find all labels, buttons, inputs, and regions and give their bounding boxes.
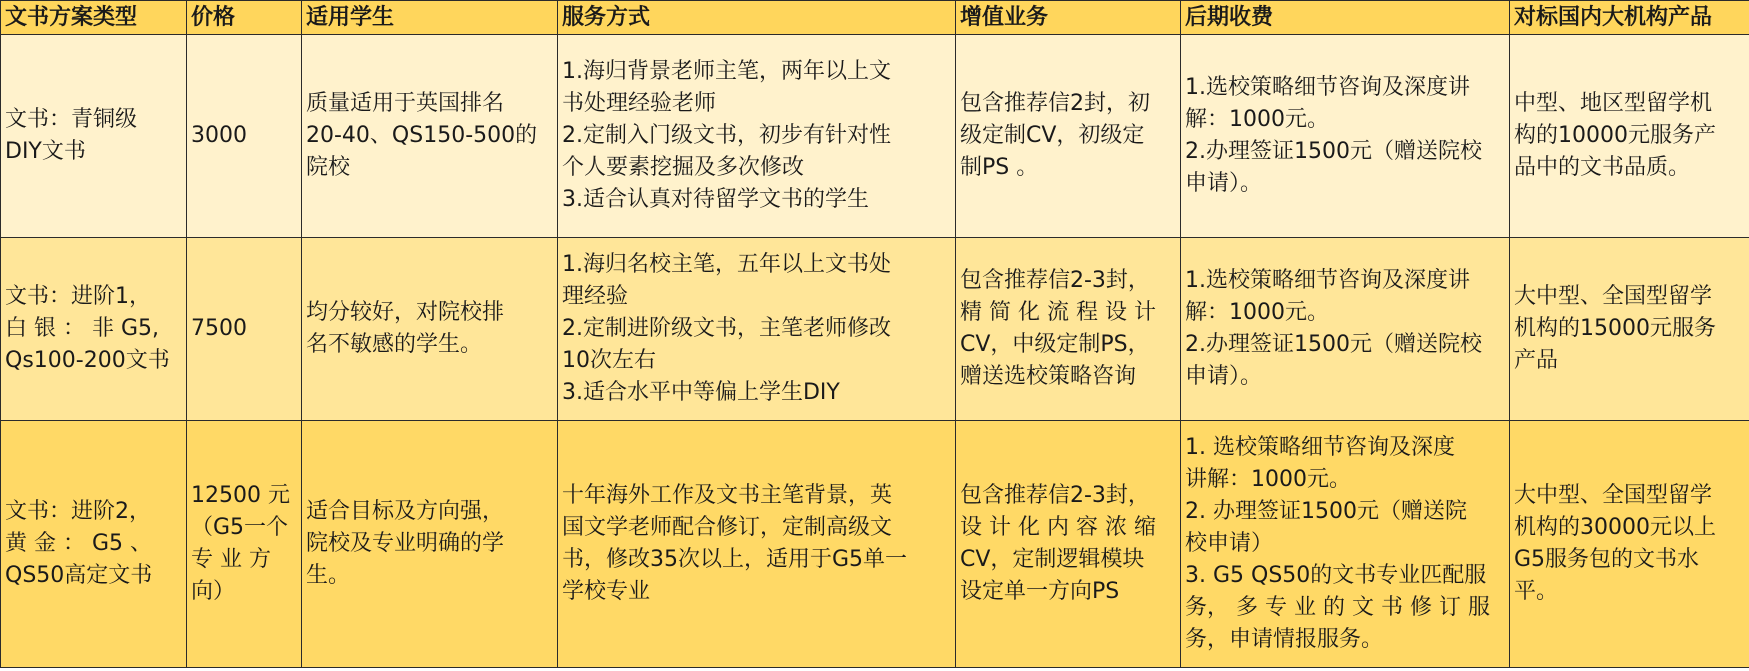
cell-plan-type — [1, 421, 187, 668]
cell-value-added-line: 赠送选校策略咨询 — [960, 364, 1137, 389]
cell-later-fees-line: 申请）。 — [1185, 171, 1263, 196]
cell-target-students-line: 院校及专业明确的学 — [306, 531, 505, 556]
cell-value-added-line: 包含推荐信2-3封， — [960, 483, 1150, 508]
cell-benchmark-line: 机构的15000元服务 — [1514, 316, 1716, 341]
header-target-students: 适用学生 — [302, 1, 558, 35]
header-plan-type: 文书方案类型 — [1, 1, 187, 35]
cell-later-fees-line: 1.选校策略细节咨询及深度讲 — [1185, 75, 1470, 100]
cell-service-method-line: 1.海归名校主笔，五年以上文书处 — [562, 252, 891, 277]
cell-benchmark — [1510, 421, 1749, 668]
cell-value-added — [956, 421, 1181, 668]
cell-later-fees — [1181, 421, 1510, 668]
cell-later-fees-line: 2. 办理签证1500元（赠送院 — [1185, 499, 1467, 524]
cell-value-added-line: 制PS 。 — [960, 155, 1039, 180]
cell-price-line: 向） — [191, 579, 236, 604]
cell-value-added-line: CV，定制逻辑模块 — [960, 547, 1145, 572]
cell-price-line: 12500 元 — [191, 483, 290, 508]
cell-target-students-line: 生。 — [306, 563, 351, 588]
header-row — [1, 1, 1749, 35]
cell-plan-type-line: DIY文书 — [5, 139, 86, 164]
cell-service-method-line: 书，修改35次以上，适用于G5单一 — [562, 547, 908, 572]
cell-plan-type — [1, 35, 187, 238]
cell-plan-type-line: QS50高定文书 — [5, 563, 153, 588]
cell-value-added-line: 包含推荐信2-3封， — [960, 268, 1150, 293]
cell-target-students — [302, 35, 558, 238]
cell-plan-type-line: 黄 金 ： G5 、 — [5, 531, 153, 556]
cell-service-method-line: 国文学老师配合修订，定制高级文 — [562, 515, 893, 540]
cell-service-method-line: 10次左右 — [562, 348, 656, 373]
cell-later-fees-line: 解：1000元。 — [1185, 107, 1329, 132]
cell-price — [187, 35, 302, 238]
cell-benchmark — [1510, 238, 1749, 421]
cell-later-fees-line: 3. G5 QS50的文书专业匹配服 — [1185, 563, 1487, 588]
cell-plan-type-line: 白 银 ： 非 G5, — [5, 316, 160, 341]
cell-benchmark-line: 产品 — [1514, 348, 1559, 373]
cell-value-added-line: CV，中级定制PS， — [960, 332, 1150, 357]
cell-service-method — [558, 35, 956, 238]
cell-service-method-line: 1.海归背景老师主笔，两年以上文 — [562, 59, 891, 84]
cell-later-fees-line: 1. 选校策略细节咨询及深度 — [1185, 435, 1455, 460]
cell-service-method-line: 2.定制入门级文书，初步有针对性 — [562, 123, 891, 148]
cell-plan-type-line: 文书：进阶2， — [5, 499, 151, 524]
cell-later-fees-line: 讲解：1000元。 — [1185, 467, 1351, 492]
cell-plan-type-line: Qs100-200文书 — [5, 348, 170, 373]
cell-plan-type — [1, 238, 187, 421]
cell-target-students-line: 质量适用于英国排名 — [306, 91, 505, 116]
table-row — [1, 35, 1749, 238]
cell-price-line: 3000 — [191, 123, 247, 148]
cell-value-added-line: 设定单一方向PS — [960, 579, 1120, 604]
cell-later-fees-line: 解：1000元。 — [1185, 300, 1329, 325]
cell-target-students-line: 名不敏感的学生。 — [306, 332, 483, 357]
cell-benchmark-line: 品中的文书品质。 — [1514, 155, 1691, 180]
cell-later-fees-line: 1.选校策略细节咨询及深度讲 — [1185, 268, 1470, 293]
cell-benchmark-line: 大中型、全国型留学 — [1514, 483, 1713, 508]
cell-target-students-line: 适合目标及方向强， — [306, 499, 505, 524]
cell-service-method-line: 书处理经验老师 — [562, 91, 717, 116]
cell-target-students — [302, 421, 558, 668]
cell-target-students-line: 20-40、QS150-500的 — [306, 123, 538, 148]
cell-benchmark-line: 机构的30000元以上 — [1514, 515, 1716, 540]
cell-benchmark-line: 平。 — [1514, 579, 1559, 604]
cell-later-fees-line: 务， 多 专 业 的 文 书 修 订 服 — [1185, 595, 1490, 620]
cell-later-fees — [1181, 238, 1510, 421]
cell-benchmark-line: G5服务包的文书水 — [1514, 547, 1700, 572]
cell-target-students-line: 院校 — [306, 155, 351, 180]
cell-later-fees-line: 务，申请情报服务。 — [1185, 627, 1384, 652]
cell-value-added-line: 设 计 化 内 容 浓 缩 — [960, 515, 1156, 540]
cell-service-method-line: 十年海外工作及文书主笔背景，英 — [562, 483, 893, 508]
table-row — [1, 421, 1749, 668]
cell-plan-type-line: 文书：青铜级 — [5, 107, 138, 132]
header-benchmark: 对标国内大机构产品 — [1510, 1, 1749, 35]
cell-value-added-line: 包含推荐信2封，初 — [960, 91, 1150, 116]
cell-price-line: 7500 — [191, 316, 247, 341]
header-later-fees: 后期收费 — [1181, 1, 1510, 35]
cell-service-method-line: 3.适合认真对待留学文书的学生 — [562, 187, 869, 212]
cell-price-line: 专 业 方 — [191, 547, 271, 572]
cell-later-fees — [1181, 35, 1510, 238]
cell-service-method — [558, 238, 956, 421]
cell-benchmark-line: 大中型、全国型留学 — [1514, 284, 1713, 309]
cell-benchmark — [1510, 35, 1749, 238]
cell-service-method-line: 2.定制进阶级文书，主笔老师修改 — [562, 316, 891, 341]
cell-target-students — [302, 238, 558, 421]
cell-service-method — [558, 421, 956, 668]
cell-price-line: （G5一个 — [191, 515, 289, 540]
cell-benchmark-line: 中型、地区型留学机 — [1514, 91, 1713, 116]
cell-service-method-line: 理经验 — [562, 284, 629, 309]
cell-later-fees-line: 2.办理签证1500元（赠送院校 — [1185, 139, 1482, 164]
cell-service-method-line: 个人要素挖掘及多次修改 — [562, 155, 805, 180]
cell-benchmark-line: 构的10000元服务产 — [1514, 123, 1716, 148]
header-service-method: 服务方式 — [558, 1, 956, 35]
table-row — [1, 238, 1749, 421]
cell-target-students-line: 均分较好，对院校排 — [306, 300, 505, 325]
cell-later-fees-line: 2.办理签证1500元（赠送院校 — [1185, 332, 1482, 357]
header-price: 价格 — [187, 1, 302, 35]
cell-price — [187, 238, 302, 421]
cell-service-method-line: 学校专业 — [562, 579, 651, 604]
cell-value-added — [956, 238, 1181, 421]
cell-service-method-line: 3.适合水平中等偏上学生DIY — [562, 380, 840, 405]
cell-value-added-line: 精 简 化 流 程 设 计 — [960, 300, 1156, 325]
header-value-added: 增值业务 — [956, 1, 1181, 35]
cell-plan-type-line: 文书：进阶1， — [5, 284, 151, 309]
cell-value-added — [956, 35, 1181, 238]
cell-value-added-line: 级定制CV，初级定 — [960, 123, 1145, 148]
cell-later-fees-line: 申请）。 — [1185, 364, 1263, 389]
cell-later-fees-line: 校申请） — [1185, 531, 1274, 556]
cell-price — [187, 421, 302, 668]
